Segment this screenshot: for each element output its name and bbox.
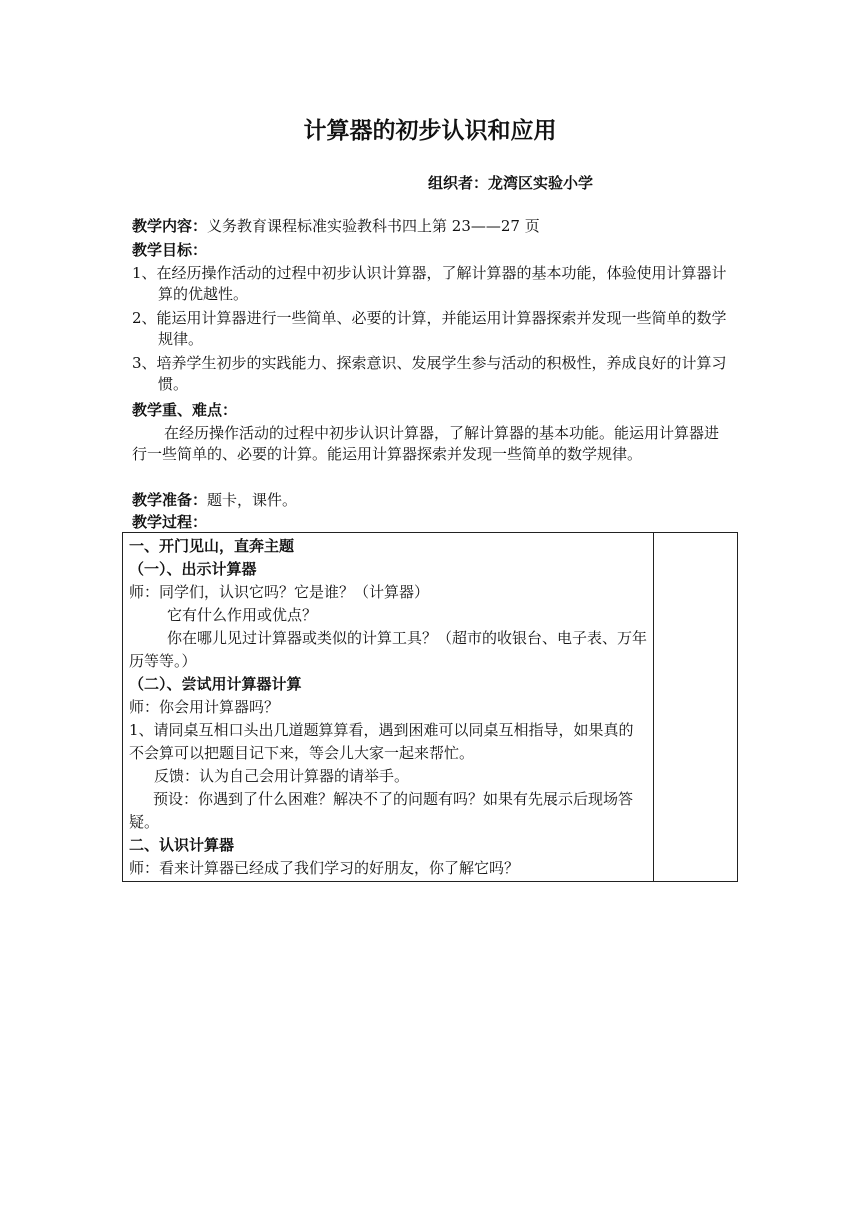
content-label: 教学内容： (132, 217, 208, 235)
process-line: 师：看来计算器已经成了我们学习的好朋友，你了解它吗？ (129, 859, 520, 877)
subsection-heading: （二）、尝试用计算器计算 (129, 675, 302, 693)
process-line: 反馈：认为自己会用计算器的请举手。 (154, 767, 410, 785)
process-line: 你在哪儿见过计算器或类似的计算工具？（超市的收银台、电子表、万年历等等。） (129, 629, 648, 670)
process-line: 预设：你遇到了什么困难？解决不了的问题有吗？如果有先展示后现场答疑。 (129, 790, 634, 831)
content-value: 义务教育课程标准实验教科书四上第 23——27 页 (207, 217, 540, 235)
section-heading: 二、认识计算器 (129, 836, 235, 854)
organizer-label: 组织者： (428, 174, 489, 192)
notes-cell (654, 533, 738, 882)
process-line: 它有什么作用或优点？ (167, 606, 318, 624)
section-heading: 一、开门见山，直奔主题 (129, 537, 295, 555)
goals-list (132, 263, 732, 395)
prep-label: 教学准备： (132, 491, 208, 509)
key-points-label: 教学重、难点： (132, 401, 238, 419)
content-line (132, 216, 732, 237)
process-line: 师：同学们，认识它吗？它是谁？（计算器） (129, 583, 430, 601)
key-points-text: 在经历操作活动的过程中初步认识计算器，了解计算器的基本功能。能运用计算器进行一些简单的、必要的计算。能运用计算器探索并发现一些简单的数学规律。 (132, 424, 720, 463)
subsection-heading: （一）、出示计算器 (129, 560, 257, 578)
table-row (123, 533, 738, 882)
process-table (122, 532, 738, 882)
organizer-name: 龙湾区实验小学 (488, 174, 594, 192)
prep-value: 题卡，课件。 (207, 491, 298, 509)
process-line: 1、请同桌互相口头出几道题算算看，遇到困难可以同桌互相指导，如果真的不会算可以把题目记下来，等会儿大家一起来帮忙。 (129, 721, 634, 762)
goal-item: 1、在经历操作活动的过程中初步认识计算器，了解计算器的基本功能，体验使用计算器计算的优越性。 (132, 264, 727, 303)
organizer-line (428, 172, 593, 193)
goal-item: 3、培养学生初步的实践能力、探索意识、发展学生参与活动的积极性，养成良好的计算习惯。 (132, 354, 727, 393)
process-content-cell (123, 533, 654, 882)
goals-label: 教学目标： (132, 241, 208, 259)
document-title: 计算器的初步认识和应用 (303, 118, 557, 144)
goal-item: 2、能运用计算器进行一些简单、必要的计算，并能运用计算器探索并发现一些简单的数学规律。 (132, 309, 727, 348)
process-line: 师：你会用计算器吗？ (129, 698, 280, 716)
process-label: 教学过程： (132, 513, 208, 531)
prep-line (132, 490, 732, 511)
